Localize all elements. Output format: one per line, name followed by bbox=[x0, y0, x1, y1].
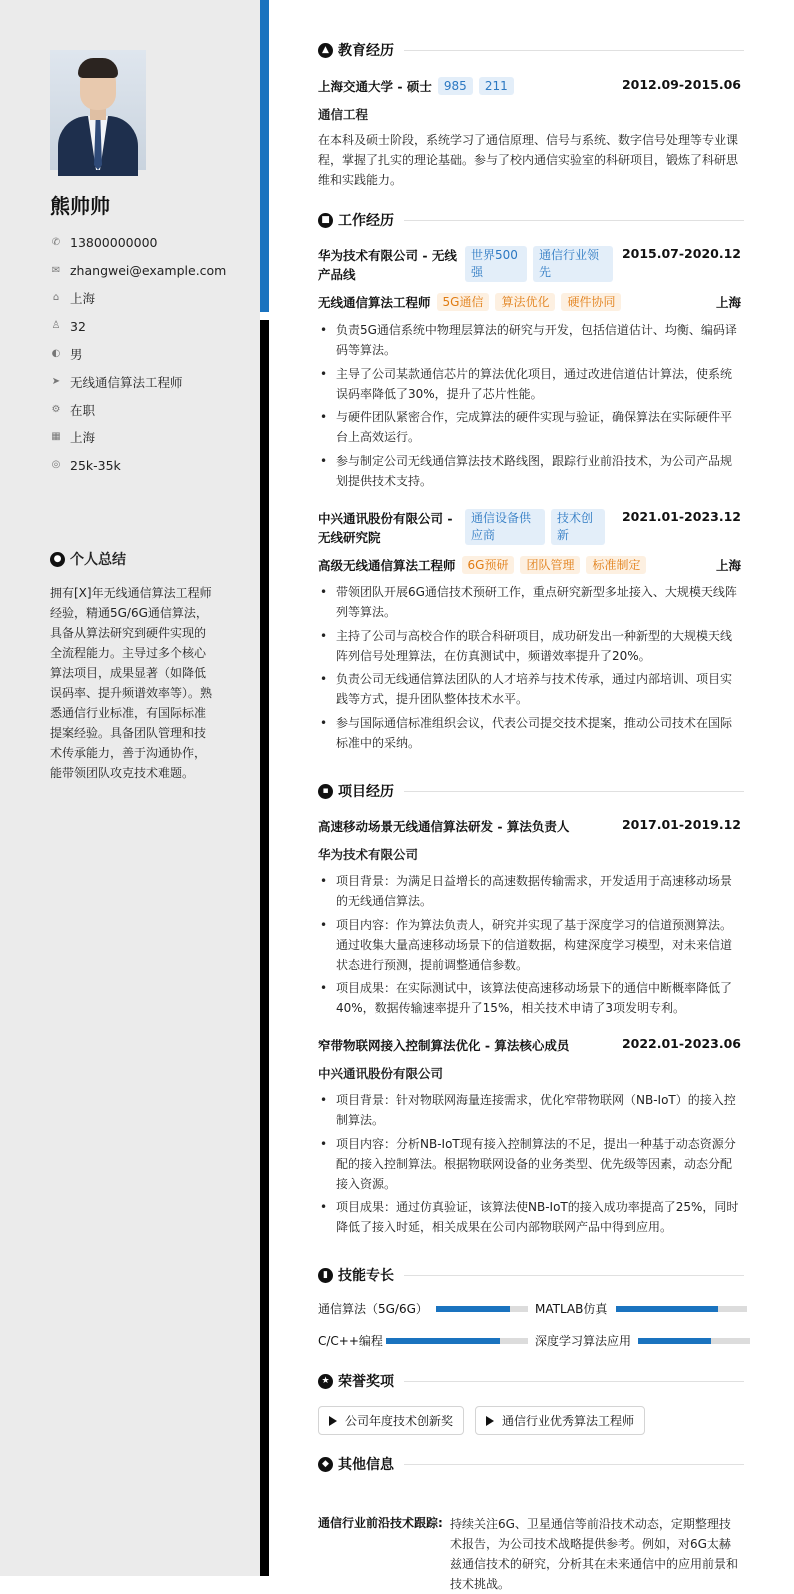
job-role: 无线通信算法工程师 bbox=[318, 295, 431, 310]
job-role: 高级无线通信算法工程师 bbox=[318, 558, 456, 573]
job-bullets bbox=[318, 582, 742, 756]
project-name: 高速移动场景无线通信算法研发 - 算法负责人 bbox=[318, 819, 570, 834]
skill-bar-fill bbox=[436, 1306, 510, 1312]
job-date: 2021.01-2023.12 bbox=[621, 509, 741, 524]
company-tag: 通信设备供应商 bbox=[465, 509, 545, 545]
award-badge: 公司年度技术创新奖 bbox=[318, 1406, 464, 1435]
list-item: • 带领团队开展6G通信技术预研工作，重点研究新型多址接入、大规模天线阵列等算法。 bbox=[320, 585, 737, 619]
skill-item bbox=[535, 1300, 747, 1317]
dark-divider bbox=[260, 320, 269, 1576]
info-email: ✉ zhangwei@example.com bbox=[51, 263, 227, 279]
info-status: ⚙ 在职 bbox=[51, 402, 96, 418]
info-position: ➤ 无线通信算法工程师 bbox=[51, 374, 183, 390]
company-tag: 世界500强 bbox=[465, 246, 527, 282]
project-bullets bbox=[318, 871, 742, 1022]
skill-bar-fill bbox=[616, 1306, 718, 1312]
skill-tag: 标准制定 bbox=[586, 556, 646, 574]
building-icon: ▦ bbox=[51, 431, 61, 443]
info-phone: ✆ 13800000000 bbox=[51, 235, 158, 251]
gear-icon: ⚙ bbox=[51, 403, 61, 415]
skills-heading: ▮ 技能专长 bbox=[318, 1265, 744, 1285]
list-item: • 主导了公司某款通信芯片的算法优化项目，通过改进信道估计算法，使系统误码率降低了30%，提升了芯片性能。 bbox=[320, 366, 733, 401]
company-tag: 技术创新 bbox=[551, 509, 605, 545]
info-salary: ◎ 25k-35k bbox=[51, 457, 121, 473]
home-icon: ⌂ bbox=[52, 292, 60, 304]
skill-name: 通信算法（5G/6G） bbox=[318, 1302, 428, 1316]
skill-tag: 6G预研 bbox=[462, 556, 515, 574]
job-role-row bbox=[318, 556, 741, 574]
company-tag: 通信行业领先 bbox=[533, 246, 613, 282]
list-item: • 参与国际通信标准组织会议，代表公司提交技术提案，推动公司技术在国际标准中的采纳。 bbox=[320, 715, 733, 750]
list-item: • 参与制定公司无线通信算法技术路线图，跟踪行业前沿技术，为公司产品规划提供技术支持。 bbox=[320, 453, 733, 488]
user-icon: ● bbox=[50, 552, 65, 567]
job-header bbox=[318, 509, 741, 547]
summary-text: 拥有[X]年无线通信算法工程师经验，精通5G/6G通信算法，具备从算法研究到硬件实现的全流程能力。主导过多个核心算法项目，成果显著（如降低误码率、提升频谱效率等）。熟悉通信行业标准，有国际标准提案经验。具备团队管理和技术传承能力，善于沟通协作，能带领团队攻克技术难题。 bbox=[50, 586, 213, 780]
play-icon bbox=[486, 1416, 494, 1426]
briefcase-icon: ■ bbox=[318, 213, 333, 228]
accent-divider bbox=[260, 0, 269, 312]
project-org: 华为技术有限公司 bbox=[318, 847, 419, 862]
skill-name: MATLAB仿真 bbox=[535, 1302, 608, 1316]
list-item: • 项目成果：通过仿真验证，该算法使NB-IoT的接入成功率提高了25%，同时降低了接入时延，相关成果在公司内部物联网产品中得到应用。 bbox=[320, 1200, 739, 1234]
skill-tag: 团队管理 bbox=[520, 556, 580, 574]
list-item: • 项目背景：为满足日益增长的高速数据传输需求，开发适用于高速移动场景的无线通信算法。 bbox=[320, 874, 733, 908]
skill-tag: 算法优化 bbox=[495, 293, 555, 311]
project-header bbox=[318, 817, 741, 835]
graduation-cap-icon: ▲ bbox=[318, 43, 333, 58]
other-text: 持续关注6G、卫星通信等前沿技术动态，定期整理技术报告，为公司技术战略提供参考。例如，对6G太赫兹通信技术的研究，分析其在未来通信中的应用前景和技术挑战。 bbox=[450, 1517, 739, 1591]
awards-heading: ★ 荣誉奖项 bbox=[318, 1371, 744, 1391]
age-icon: ♙ bbox=[51, 320, 61, 332]
send-icon: ➤ bbox=[51, 375, 61, 387]
projects-heading: ▪ 项目经历 bbox=[318, 781, 744, 801]
contact-info bbox=[50, 229, 226, 479]
skill-bar bbox=[436, 1306, 528, 1312]
list-item: • 项目成果：在实际测试中，该算法使高速移动场景下的通信中断概率降低了40%，数据传输速率提升了15%，相关技术申请了3项发明专利。 bbox=[320, 981, 733, 1015]
project-date: 2022.01-2023.06 bbox=[621, 1036, 741, 1051]
education-date: 2012.09-2015.06 bbox=[621, 77, 741, 92]
job-role-row bbox=[318, 293, 741, 311]
play-icon bbox=[329, 1416, 337, 1426]
other-heading: ◆ 其他信息 bbox=[318, 1454, 744, 1474]
job-bullets bbox=[318, 320, 742, 494]
school-name: 上海交通大学 - 硕士 bbox=[318, 79, 432, 94]
project-bullets bbox=[318, 1090, 742, 1241]
company-name: 华为技术有限公司 - 无线产品线 bbox=[318, 248, 457, 282]
mail-icon: ✉ bbox=[51, 264, 61, 276]
education-entry-header bbox=[318, 77, 741, 95]
other-label: 通信行业前沿技术跟踪: bbox=[318, 1516, 443, 1530]
info-target-city: ▦ 上海 bbox=[51, 430, 96, 446]
info-gender: ◐ 男 bbox=[51, 347, 83, 363]
skill-item bbox=[318, 1332, 528, 1349]
list-item: • 负责公司无线通信算法团队的人才培养与技术传承，通过内部培训、项目实践等方式，提升团队整体技术水平。 bbox=[320, 672, 733, 706]
info-icon: ◆ bbox=[318, 1457, 333, 1472]
skill-item bbox=[535, 1332, 750, 1349]
job-header bbox=[318, 246, 741, 284]
education-description: 在本科及硕士阶段，系统学习了通信原理、信号与系统、数字信号处理等专业课程，掌握了扎实的理论基础。参与了校内通信实验室的科研项目，锻炼了科研思维和实践能力。 bbox=[318, 133, 739, 187]
school-tag: 211 bbox=[479, 77, 514, 95]
award-badge: 通信行业优秀算法工程师 bbox=[475, 1406, 645, 1435]
project-name: 窄带物联网接入控制算法优化 - 算法核心成员 bbox=[318, 1038, 570, 1053]
list-item: • 项目内容：分析NB-IoT现有接入控制算法的不足，提出一种基于动态资源分配的接入控制算法。根据物联网设备的业务类型、优先级等因素，动态分配接入资源。 bbox=[320, 1136, 736, 1191]
skill-tag: 硬件协同 bbox=[561, 293, 621, 311]
school-tag: 985 bbox=[438, 77, 473, 95]
info-age: ♙ 32 bbox=[51, 318, 86, 334]
list-item: • 项目内容：作为算法负责人，研究并实现了基于深度学习的信道预测算法。通过收集大量高速移动场景下的信道数据，构建深度学习模型，对未来信道状态进行预测，提前调整通信参数。 bbox=[320, 917, 733, 972]
job-date: 2015.07-2020.12 bbox=[621, 246, 741, 261]
bar-chart-icon: ▮ bbox=[318, 1268, 333, 1283]
avatar bbox=[50, 50, 146, 170]
list-item: • 主持了公司与高校合作的联合科研项目，成功研发出一种新型的大规模天线阵列信号处理算法，在仿真测试中，频谱效率提升了20%。 bbox=[320, 628, 733, 663]
skill-name: C/C++编程 bbox=[318, 1334, 383, 1348]
skill-item bbox=[318, 1300, 528, 1317]
skill-tag: 5G通信 bbox=[437, 293, 490, 311]
skill-name: 深度学习算法应用 bbox=[535, 1334, 632, 1348]
work-heading: ■ 工作经历 bbox=[318, 210, 744, 230]
company-name: 中兴通讯股份有限公司 - 无线研究院 bbox=[318, 511, 453, 545]
skill-bar-fill bbox=[386, 1338, 500, 1344]
skill-bar bbox=[638, 1338, 750, 1344]
project-header bbox=[318, 1036, 741, 1054]
project-org: 中兴通讯股份有限公司 bbox=[318, 1066, 444, 1081]
project-date: 2017.01-2019.12 bbox=[621, 817, 741, 832]
profile-name: 熊帅帅 bbox=[50, 194, 110, 218]
summary-heading: ● 个人总结 bbox=[50, 549, 126, 569]
education-major: 通信工程 bbox=[318, 107, 369, 122]
job-city: 上海 bbox=[715, 295, 741, 310]
gender-icon: ◐ bbox=[51, 348, 61, 360]
skill-bar bbox=[386, 1338, 528, 1344]
trophy-icon: ★ bbox=[318, 1374, 333, 1389]
list-item: • 与硬件团队紧密合作，完成算法的硬件实现与验证，确保算法在实际硬件平台上高效运行。 bbox=[320, 410, 733, 444]
education-heading: ▲ 教育经历 bbox=[318, 40, 744, 60]
grid-icon: ▪ bbox=[318, 784, 333, 799]
info-location: ⌂ 上海 bbox=[50, 285, 226, 313]
list-item: • 项目背景：针对物联网海量连接需求，优化窄带物联网（NB-IoT）的接入控制算法。 bbox=[320, 1093, 736, 1127]
skill-bar bbox=[616, 1306, 747, 1312]
job-city: 上海 bbox=[715, 558, 741, 573]
skill-bar-fill bbox=[638, 1338, 711, 1344]
salary-icon: ◎ bbox=[51, 459, 61, 471]
list-item: • 负责5G通信系统中物理层算法的研究与开发，包括信道估计、均衡、编码译码等算法。 bbox=[320, 323, 737, 357]
phone-icon: ✆ bbox=[51, 236, 61, 248]
